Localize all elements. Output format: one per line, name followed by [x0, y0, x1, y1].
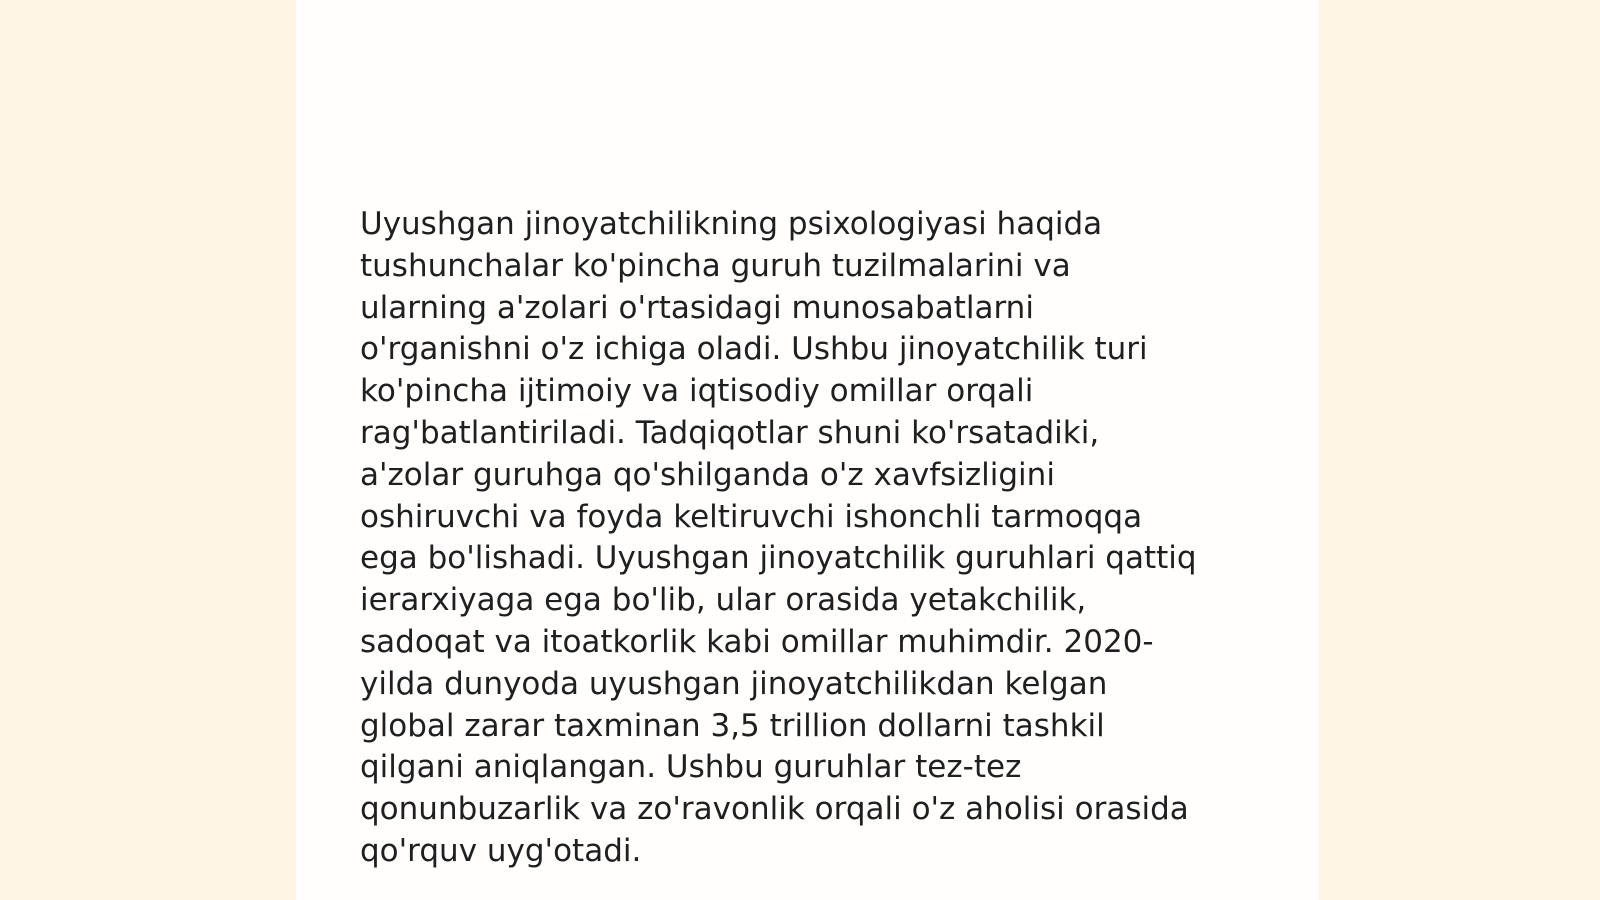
body-paragraph: Uyushgan jinoyatchilikning psixologiyasi haqida tushunchalar ko'pincha guruh tuzilmalarini va ularning a'zolari o'rtasidagi munosabatlarni o'rganishni o'z ichiga oladi. Ushbu jinoyatchilik turi ko'pincha ijtimoiy va iqtisodiy omillar orqali rag'batlantiriladi. Tadqiqotlar shuni ko'rsatadiki, a'zolar guruhga qo'shilganda o'z xavfsizligini oshiruvchi va foyda keltiruvchi ishonchli tarmoqqa ega bo'lishadi. Uyushgan jinoyatchilik guruhlari qattiq ierarxiyaga ega bo'lib, ular orasida yetakchilik, sadoqat va itoatkorlik kabi omillar muhimdir. 2020- yilda dunyoda uyushgan jinoyatchilikdan kelgan global zarar taxminan 3,5 trillion dollarni tashkil qilgani aniqlangan. Ushbu guruhlar tez-tez qonunbuzarlik va zo'ravonlik orqali o'z aholisi orasida qo'rquv uyg'otadi. [360, 206, 1197, 869]
document-page [296, 0, 1319, 900]
